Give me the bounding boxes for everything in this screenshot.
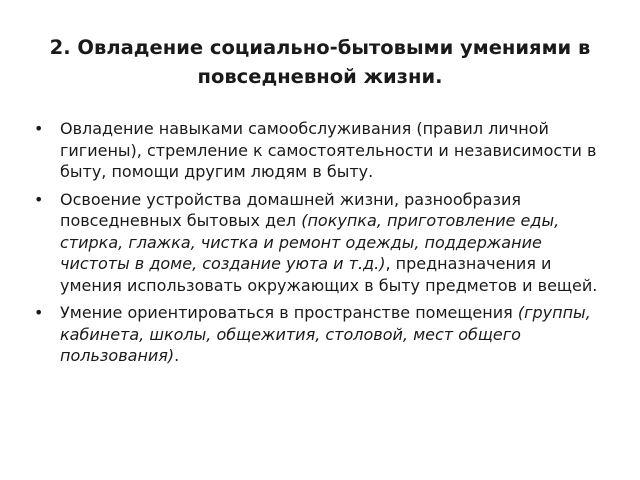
bullet-item-self-care [34, 118, 609, 183]
bullet-text-italic: (покупка, приготовление еды, стирка, глажка, чистка и ремонт одежды, поддержание чистоты в доме, создание уюта и т.д.) [60, 211, 560, 273]
bullet-icon: • [34, 119, 44, 138]
bullet-text: Умение ориентироваться в пространстве помещения [60, 303, 518, 322]
bullet-icon: • [34, 189, 44, 209]
bullet-text: Овладение навыками самообслуживания (правил личной гигиены), стремление к самостоятельности и независимости в быту, помощи другим людям в быту. [60, 119, 597, 181]
bullet-item-orientation [34, 302, 609, 367]
bullet-text: Освоение устройства домашней жизни, разнообразия повседневных бытовых дел [60, 189, 521, 230]
bullet-text-italic: (группы, кабинета, школы, общежития, столовой, мест общего пользования) [60, 303, 591, 365]
bullet-icon: • [34, 303, 44, 322]
slide-title: 2. Овладение социально-бытовыми умениями в повседневной жизни. [49, 36, 591, 88]
bullet-item-household [34, 189, 609, 297]
bullet-list [34, 118, 609, 373]
bullet-text-end: . [174, 346, 180, 365]
bullet-text-end: , предназначения и умения использовать окружающих в быту предметов и вещей. [60, 254, 598, 295]
